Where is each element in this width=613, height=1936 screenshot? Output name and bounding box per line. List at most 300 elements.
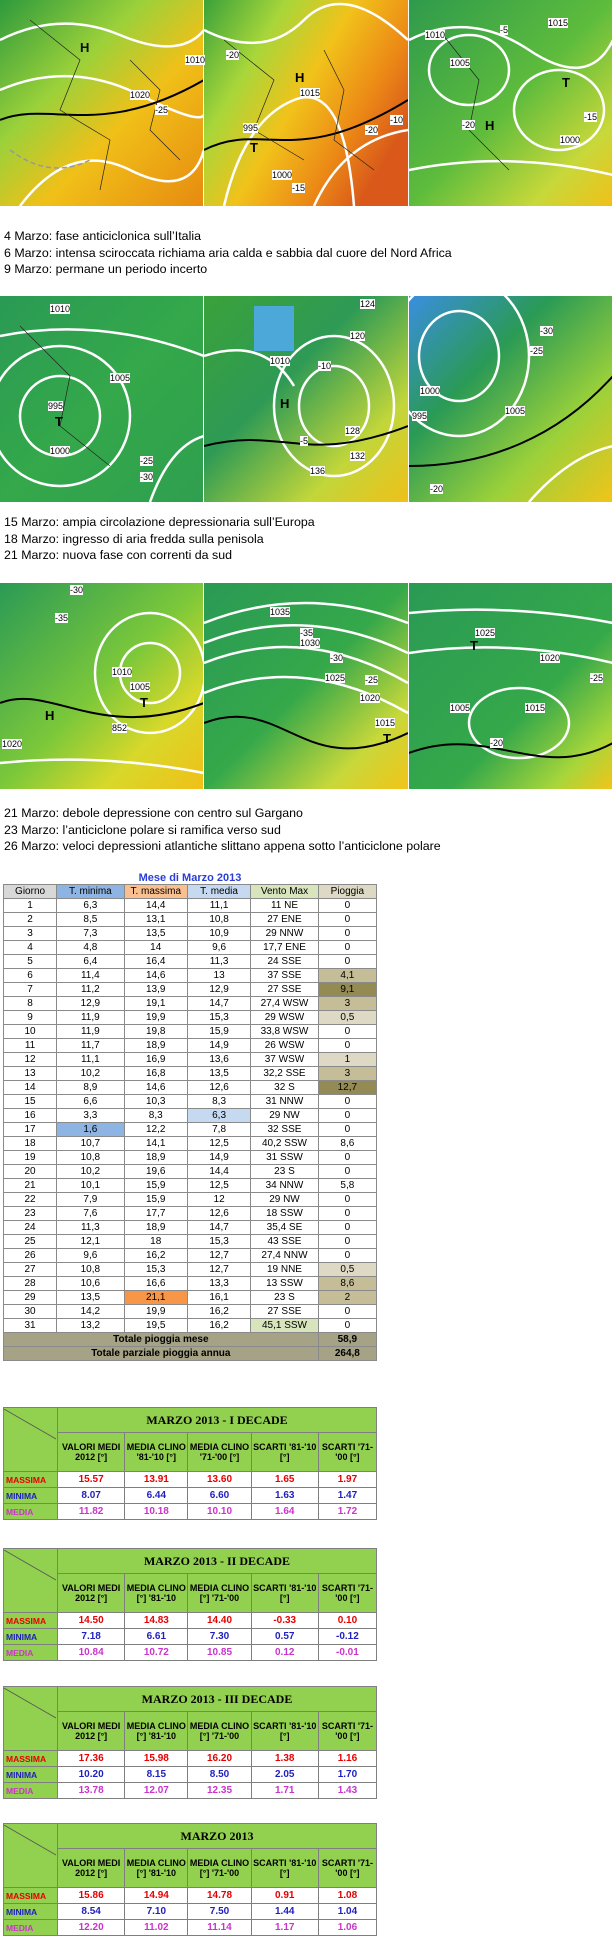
table-row xyxy=(4,1277,377,1291)
cell-t-minima: 8,5 xyxy=(57,913,124,927)
decade-row xyxy=(4,1613,377,1629)
cell-pioggia: 0 xyxy=(318,1207,376,1221)
decade-header: VALORI MEDI 2012 [°] xyxy=(58,1849,125,1888)
cell-t-massima: 14 xyxy=(124,941,187,955)
table-row xyxy=(4,1207,377,1221)
map-label: T xyxy=(140,695,148,710)
map-label: 995 xyxy=(412,411,428,421)
weather-map-21-marzo-a xyxy=(409,296,613,502)
caption-line: 21 Marzo: nuova fase con correnti da sud xyxy=(4,548,232,562)
header-t-minima: T. minima xyxy=(57,885,124,899)
table-row xyxy=(4,899,377,913)
decade-value: 8.07 xyxy=(58,1488,125,1504)
cell-t-massima: 16,8 xyxy=(124,1067,187,1081)
cell-t-media: 15,9 xyxy=(187,1025,250,1039)
decade-corner xyxy=(4,1549,58,1613)
decade-value: 17.36 xyxy=(58,1751,125,1767)
decade-header: SCARTI '81-'10 [°] xyxy=(251,1433,318,1472)
cell-vento-max: 37 SSE xyxy=(251,969,318,983)
decade-value: 10.72 xyxy=(125,1645,188,1661)
decade-table xyxy=(3,1407,377,1520)
cell-giorno: 14 xyxy=(4,1081,57,1095)
cell-t-media: 12 xyxy=(187,1193,250,1207)
caption-group-3 xyxy=(4,805,441,855)
cell-giorno: 7 xyxy=(4,983,57,997)
table-row xyxy=(4,1137,377,1151)
decade-row-label: MEDIA xyxy=(4,1783,58,1799)
map-label: 995 xyxy=(243,123,259,133)
table-row xyxy=(4,1095,377,1109)
cell-t-massima: 18,9 xyxy=(124,1221,187,1235)
decade-header: VALORI MEDI 2012 [°] xyxy=(58,1574,125,1613)
map-label: 132 xyxy=(350,451,366,461)
decade-value: -0.12 xyxy=(318,1629,376,1645)
cell-giorno: 30 xyxy=(4,1305,57,1319)
cell-vento-max: 32 SSE xyxy=(251,1123,318,1137)
cell-pioggia: 0,5 xyxy=(318,1263,376,1277)
cell-vento-max: 19 NNE xyxy=(251,1263,318,1277)
cell-giorno: 12 xyxy=(4,1053,57,1067)
decade-value: 1.64 xyxy=(251,1504,318,1520)
decade-value: 7.50 xyxy=(188,1904,251,1920)
decade-row-label: MASSIMA xyxy=(4,1472,58,1488)
map-label: -25 xyxy=(365,675,379,685)
cell-t-media: 14,7 xyxy=(187,1221,250,1235)
map-label: 852 xyxy=(112,723,128,733)
cell-pioggia: 1 xyxy=(318,1053,376,1067)
caption-line: 6 Marzo: intensa sciroccata richiama aria calda e sabbia dal cuore del Nord Africa xyxy=(4,245,452,260)
decade-row-label: MEDIA xyxy=(4,1504,58,1520)
map-label: T xyxy=(562,75,570,90)
map-label: 1005 xyxy=(130,682,151,692)
decade-value: 13.60 xyxy=(188,1472,251,1488)
decade-header: VALORI MEDI 2012 [°] xyxy=(58,1712,125,1751)
decade-header: MEDIA CLINO [°] '81-'10 xyxy=(125,1574,188,1613)
decade-row-label: MEDIA xyxy=(4,1920,58,1936)
map-label: 1010 xyxy=(270,356,291,366)
cell-vento-max: 29 NW xyxy=(251,1109,318,1123)
decade-value: 1.06 xyxy=(318,1920,376,1936)
cell-t-massima: 14,1 xyxy=(124,1137,187,1151)
cell-giorno: 23 xyxy=(4,1207,57,1221)
table-row xyxy=(4,1081,377,1095)
cell-vento-max: 31 SSW xyxy=(251,1151,318,1165)
cell-giorno: 6 xyxy=(4,969,57,983)
cell-t-minima: 13,5 xyxy=(57,1291,124,1305)
cell-vento-max: 11 NE xyxy=(251,899,318,913)
monthly-body xyxy=(4,899,377,1333)
map-label: 1000 xyxy=(272,170,293,180)
cell-t-minima: 10,8 xyxy=(57,1263,124,1277)
map-label: 1025 xyxy=(475,628,496,638)
table-row xyxy=(4,1053,377,1067)
decade-row-label: MASSIMA xyxy=(4,1613,58,1629)
header-t-media: T. media xyxy=(187,885,250,899)
decade-value: 1.97 xyxy=(318,1472,376,1488)
decade-header: SCARTI '81-'10 [°] xyxy=(251,1712,318,1751)
map-label: -25 xyxy=(155,105,169,115)
weather-map-23-marzo xyxy=(204,583,408,789)
cell-pioggia: 0 xyxy=(318,1319,376,1333)
header-giorno: Giorno xyxy=(4,885,57,899)
map-label: -15 xyxy=(584,112,598,122)
cell-pioggia: 8,6 xyxy=(318,1137,376,1151)
map-row-3 xyxy=(0,583,613,789)
map-label: 1010 xyxy=(425,30,446,40)
cell-pioggia: 0 xyxy=(318,1095,376,1109)
map-label: -5 xyxy=(500,25,509,35)
cell-t-massima: 18,9 xyxy=(124,1151,187,1165)
cell-giorno: 13 xyxy=(4,1067,57,1081)
cell-pioggia: 0 xyxy=(318,927,376,941)
cell-t-media: 14,9 xyxy=(187,1039,250,1053)
map-row-2 xyxy=(0,296,613,502)
decade-table xyxy=(3,1548,377,1661)
cell-vento-max: 27,4 NNW xyxy=(251,1249,318,1263)
table-row xyxy=(4,1221,377,1235)
cell-t-media: 6,3 xyxy=(187,1109,250,1123)
cell-giorno: 9 xyxy=(4,1011,57,1025)
decade-value: 10.84 xyxy=(58,1645,125,1661)
decade-value: 10.85 xyxy=(188,1645,251,1661)
cell-t-minima: 11,9 xyxy=(57,1025,124,1039)
decade-value: 15.57 xyxy=(58,1472,125,1488)
cell-giorno: 19 xyxy=(4,1151,57,1165)
map-label: -30 xyxy=(70,585,84,595)
decade-value: 14.83 xyxy=(125,1613,188,1629)
cell-t-minima: 10,6 xyxy=(57,1277,124,1291)
total-label: Totale pioggia mese xyxy=(4,1333,319,1347)
cell-vento-max: 31 NNW xyxy=(251,1095,318,1109)
cell-t-massima: 18,9 xyxy=(124,1039,187,1053)
decade-value: 1.43 xyxy=(318,1783,376,1799)
weather-map-18-marzo xyxy=(204,296,408,502)
cell-pioggia: 0 xyxy=(318,1109,376,1123)
decade-row xyxy=(4,1472,377,1488)
cell-giorno: 16 xyxy=(4,1109,57,1123)
decade-header: SCARTI '81-'10 [°] xyxy=(251,1574,318,1613)
cell-giorno: 8 xyxy=(4,997,57,1011)
decade-value: 1.70 xyxy=(318,1767,376,1783)
map-label: 995 xyxy=(48,401,64,411)
map-label: 1020 xyxy=(360,693,381,703)
cell-t-minima: 7,9 xyxy=(57,1193,124,1207)
table-row xyxy=(4,1011,377,1025)
decade-value: 16.20 xyxy=(188,1751,251,1767)
cell-giorno: 24 xyxy=(4,1221,57,1235)
map-label: -20 xyxy=(430,484,444,494)
map-label: T xyxy=(55,414,63,429)
cell-vento-max: 43 SSE xyxy=(251,1235,318,1249)
cell-vento-max: 27,4 WSW xyxy=(251,997,318,1011)
decade-value: 12.20 xyxy=(58,1920,125,1936)
table-row xyxy=(4,1305,377,1319)
table-row xyxy=(4,1249,377,1263)
cell-pioggia: 12,7 xyxy=(318,1081,376,1095)
map-label: 1005 xyxy=(450,703,471,713)
table-row xyxy=(4,1151,377,1165)
decade-value: 13.78 xyxy=(58,1783,125,1799)
decade-value: 15.98 xyxy=(125,1751,188,1767)
decade-value: -0.33 xyxy=(251,1613,318,1629)
cell-t-media: 13 xyxy=(187,969,250,983)
decade-value: 10.20 xyxy=(58,1767,125,1783)
map-label: -30 xyxy=(540,326,554,336)
map-label: 1010 xyxy=(112,667,133,677)
cell-t-minima: 11,4 xyxy=(57,969,124,983)
cell-t-media: 12,6 xyxy=(187,1081,250,1095)
decade-row-label: MINIMA xyxy=(4,1767,58,1783)
map-label: 1010 xyxy=(185,55,206,65)
decade-value: 13.91 xyxy=(125,1472,188,1488)
decade-header: SCARTI '71-'00 [°] xyxy=(318,1433,376,1472)
decade-row-label: MEDIA xyxy=(4,1645,58,1661)
map-label: H xyxy=(80,40,90,55)
cell-t-media: 12,9 xyxy=(187,983,250,997)
decade-header: SCARTI '71-'00 [°] xyxy=(318,1574,376,1613)
decade-value: 0.10 xyxy=(318,1613,376,1629)
cell-giorno: 26 xyxy=(4,1249,57,1263)
map-label: 1020 xyxy=(2,739,23,749)
map-label: 1015 xyxy=(548,18,569,28)
weather-map-15-marzo xyxy=(0,296,204,502)
decade-value: 8.15 xyxy=(125,1767,188,1783)
cell-pioggia: 8,6 xyxy=(318,1277,376,1291)
decade-value: 6.61 xyxy=(125,1629,188,1645)
cell-vento-max: 34 NNW xyxy=(251,1179,318,1193)
decade-value: 1.38 xyxy=(251,1751,318,1767)
total-label: Totale parziale pioggia annua xyxy=(4,1347,319,1361)
map-label: 128 xyxy=(345,426,361,436)
decade-row xyxy=(4,1751,377,1767)
cell-t-minima: 7,3 xyxy=(57,927,124,941)
cell-vento-max: 33,8 WSW xyxy=(251,1025,318,1039)
cell-giorno: 22 xyxy=(4,1193,57,1207)
decade-title: MARZO 2013 - III DECADE xyxy=(58,1687,377,1712)
cell-t-massima: 12,2 xyxy=(124,1123,187,1137)
map-label: -25 xyxy=(140,456,154,466)
decade-value: 1.72 xyxy=(318,1504,376,1520)
cell-pioggia: 3 xyxy=(318,1067,376,1081)
cell-vento-max: 32,2 SSE xyxy=(251,1067,318,1081)
map-label: 1020 xyxy=(540,653,561,663)
cell-vento-max: 32 S xyxy=(251,1081,318,1095)
decade-row-label: MINIMA xyxy=(4,1629,58,1645)
cell-vento-max: 37 WSW xyxy=(251,1053,318,1067)
decade-row-label: MINIMA xyxy=(4,1904,58,1920)
cell-t-media: 15,3 xyxy=(187,1011,250,1025)
table-row xyxy=(4,1109,377,1123)
cell-t-media: 16,2 xyxy=(187,1305,250,1319)
cell-t-minima: 11,7 xyxy=(57,1039,124,1053)
map-label: 1005 xyxy=(450,58,471,68)
map-label: -35 xyxy=(55,613,69,623)
cell-vento-max: 26 WSW xyxy=(251,1039,318,1053)
decade-value: 7.10 xyxy=(125,1904,188,1920)
map-label: 1015 xyxy=(300,88,321,98)
map-label: -5 xyxy=(300,436,309,446)
decade-corner xyxy=(4,1824,58,1888)
cell-t-media: 16,1 xyxy=(187,1291,250,1305)
cell-t-minima: 7,6 xyxy=(57,1207,124,1221)
map-label: -30 xyxy=(330,653,344,663)
map-label: H xyxy=(485,118,495,133)
header-pioggia: Pioggia xyxy=(318,885,376,899)
map-label: -10 xyxy=(318,361,332,371)
cell-vento-max: 35,4 SE xyxy=(251,1221,318,1235)
cell-t-massima: 15,3 xyxy=(124,1263,187,1277)
cell-t-massima: 19,6 xyxy=(124,1165,187,1179)
cell-t-media: 14,4 xyxy=(187,1165,250,1179)
cell-t-minima: 1,6 xyxy=(57,1123,124,1137)
table-row xyxy=(4,913,377,927)
cell-t-minima: 4,8 xyxy=(57,941,124,955)
map-label: 1015 xyxy=(375,718,396,728)
cell-giorno: 29 xyxy=(4,1291,57,1305)
decade-header: MEDIA CLINO [°] '71-'00 xyxy=(188,1712,251,1751)
total-value: 58,9 xyxy=(318,1333,376,1347)
decade-title: MARZO 2013 xyxy=(58,1824,377,1849)
map-label: -20 xyxy=(462,120,476,130)
cell-t-media: 15,3 xyxy=(187,1235,250,1249)
cell-t-media: 11,1 xyxy=(187,899,250,913)
decade-row xyxy=(4,1645,377,1661)
map-label: -15 xyxy=(292,183,306,193)
cell-vento-max: 23 S xyxy=(251,1291,318,1305)
decade-row xyxy=(4,1488,377,1504)
cell-giorno: 28 xyxy=(4,1277,57,1291)
cell-giorno: 21 xyxy=(4,1179,57,1193)
cell-giorno: 17 xyxy=(4,1123,57,1137)
cell-t-minima: 8,9 xyxy=(57,1081,124,1095)
cell-pioggia: 0 xyxy=(318,1151,376,1165)
cell-t-media: 12,5 xyxy=(187,1137,250,1151)
cell-t-massima: 13,9 xyxy=(124,983,187,997)
decade-value: 1.63 xyxy=(251,1488,318,1504)
map-label: -20 xyxy=(490,738,504,748)
decade-row xyxy=(4,1504,377,1520)
cell-giorno: 15 xyxy=(4,1095,57,1109)
table-row xyxy=(4,1025,377,1039)
decade-value: 1.65 xyxy=(251,1472,318,1488)
cell-t-minima: 13,2 xyxy=(57,1319,124,1333)
decade-value: 1.16 xyxy=(318,1751,376,1767)
map-label: 136 xyxy=(310,466,326,476)
cell-vento-max: 29 NW xyxy=(251,1193,318,1207)
decade-value: 14.40 xyxy=(188,1613,251,1629)
cell-pioggia: 5,8 xyxy=(318,1179,376,1193)
cell-vento-max: 18 SSW xyxy=(251,1207,318,1221)
map-label: 1035 xyxy=(270,607,291,617)
cell-t-massima: 19,1 xyxy=(124,997,187,1011)
cell-t-media: 10,8 xyxy=(187,913,250,927)
decade-value: 0.91 xyxy=(251,1888,318,1904)
cell-t-massima: 16,4 xyxy=(124,955,187,969)
cell-t-minima: 3,3 xyxy=(57,1109,124,1123)
cell-t-minima: 11,3 xyxy=(57,1221,124,1235)
cell-giorno: 3 xyxy=(4,927,57,941)
caption-line: 4 Marzo: fase anticiclonica sull’Italia xyxy=(4,229,201,243)
cell-t-media: 14,9 xyxy=(187,1151,250,1165)
cell-t-massima: 13,1 xyxy=(124,913,187,927)
cell-t-massima: 16,2 xyxy=(124,1249,187,1263)
cell-t-minima: 6,6 xyxy=(57,1095,124,1109)
cell-t-massima: 15,9 xyxy=(124,1193,187,1207)
table-row xyxy=(4,997,377,1011)
cell-t-minima: 12,9 xyxy=(57,997,124,1011)
cell-pioggia: 0 xyxy=(318,1235,376,1249)
cell-t-minima: 11,9 xyxy=(57,1011,124,1025)
cell-giorno: 1 xyxy=(4,899,57,913)
cell-giorno: 25 xyxy=(4,1235,57,1249)
decade-value: 1.44 xyxy=(251,1904,318,1920)
cell-t-media: 12,7 xyxy=(187,1263,250,1277)
decade-corner xyxy=(4,1687,58,1751)
caption-line: 18 Marzo: ingresso di aria fredda sulla penisola xyxy=(4,531,264,546)
decade-header: SCARTI '71-'00 [°] xyxy=(318,1712,376,1751)
cell-giorno: 20 xyxy=(4,1165,57,1179)
map-label: 1000 xyxy=(420,386,441,396)
decade-value: 14.50 xyxy=(58,1613,125,1629)
decade-value: 10.10 xyxy=(188,1504,251,1520)
cell-t-media: 12,7 xyxy=(187,1249,250,1263)
decade-row xyxy=(4,1888,377,1904)
cell-t-minima: 10,8 xyxy=(57,1151,124,1165)
cell-t-minima: 10,2 xyxy=(57,1165,124,1179)
map-label: 1005 xyxy=(110,373,131,383)
table-row xyxy=(4,1179,377,1193)
decade-value: 11.02 xyxy=(125,1920,188,1936)
cell-t-media: 11,3 xyxy=(187,955,250,969)
decade-value: 6.60 xyxy=(188,1488,251,1504)
decade-header: MEDIA CLINO [°] '81-'10 xyxy=(125,1712,188,1751)
total-row xyxy=(4,1347,377,1361)
table-row xyxy=(4,1193,377,1207)
cell-t-massima: 16,9 xyxy=(124,1053,187,1067)
decade-value: 1.47 xyxy=(318,1488,376,1504)
map-label: 1025 xyxy=(325,673,346,683)
cell-t-minima: 12,1 xyxy=(57,1235,124,1249)
decade-header: MEDIA CLINO '71-'00 [°] xyxy=(188,1433,251,1472)
cell-vento-max: 17,7 ENE xyxy=(251,941,318,955)
cell-t-minima: 11,1 xyxy=(57,1053,124,1067)
decade-header: SCARTI '81-'10 [°] xyxy=(251,1849,318,1888)
cell-vento-max: 27 ENE xyxy=(251,913,318,927)
map-label: 1010 xyxy=(50,304,71,314)
caption-group-2 xyxy=(4,514,315,564)
cell-pioggia: 0 xyxy=(318,1165,376,1179)
map-label: 1020 xyxy=(130,90,151,100)
table-row xyxy=(4,927,377,941)
total-row xyxy=(4,1333,377,1347)
decade-header: MEDIA CLINO [°] '71-'00 xyxy=(188,1849,251,1888)
decade-row-label: MASSIMA xyxy=(4,1751,58,1767)
cell-pioggia: 0 xyxy=(318,1221,376,1235)
cell-t-massima: 17,7 xyxy=(124,1207,187,1221)
cell-vento-max: 29 WSW xyxy=(251,1011,318,1025)
decade-value: 7.30 xyxy=(188,1629,251,1645)
cell-t-media: 7,8 xyxy=(187,1123,250,1137)
cell-pioggia: 0,5 xyxy=(318,1011,376,1025)
cell-t-massima: 18 xyxy=(124,1235,187,1249)
decade-row xyxy=(4,1920,377,1936)
decade-corner xyxy=(4,1408,58,1472)
map-label: -20 xyxy=(226,50,240,60)
decade-value: 2.05 xyxy=(251,1767,318,1783)
table-row xyxy=(4,1123,377,1137)
cell-t-minima: 6,3 xyxy=(57,899,124,913)
table-row xyxy=(4,1319,377,1333)
